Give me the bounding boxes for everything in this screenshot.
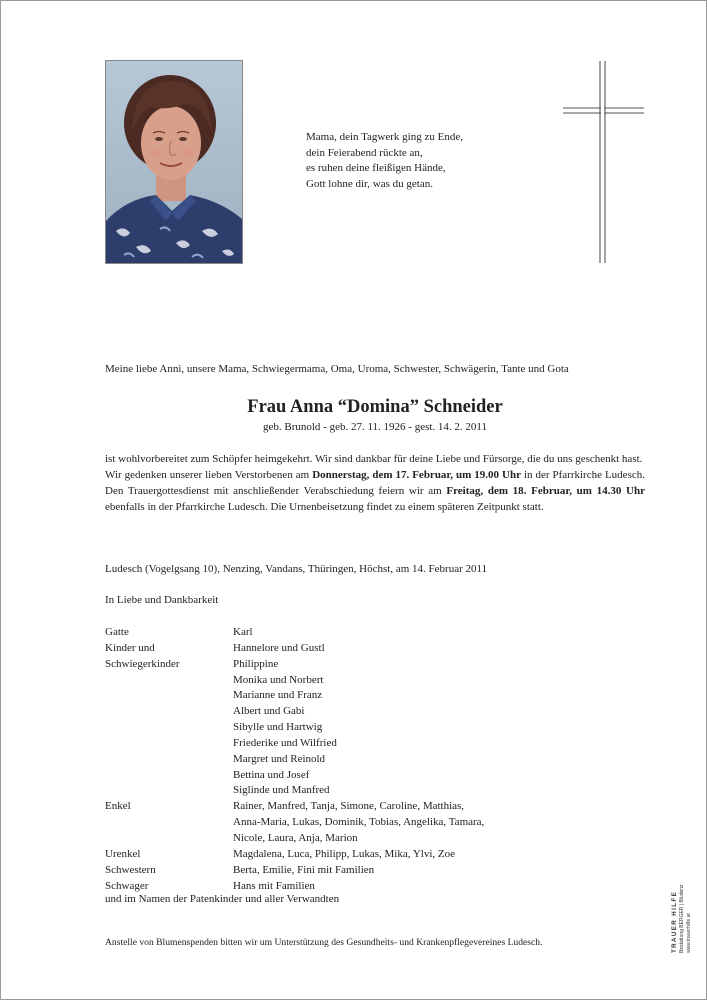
body-paragraph (105, 467, 645, 515)
funeral-home-logo (671, 853, 701, 953)
relation-names: Nicole, Laura, Anja, Marion (233, 831, 358, 844)
deceased-name: Frau Anna “Domina” Schneider (247, 397, 503, 417)
relation-names: Marianne und Franz (233, 689, 323, 702)
relation-names: Philippine (233, 657, 279, 670)
relation-names: Anna-Maria, Lukas, Dominik, Tobias, Angelika, Tamara, (233, 816, 485, 829)
family-row (105, 736, 605, 752)
relation-names: Rainer, Manfred, Tanja, Simone, Caroline, Matthias, (233, 800, 465, 813)
announcement-body (105, 451, 645, 515)
relation-label (105, 768, 233, 784)
poem-line: Gott lohne dir, was du getan. (306, 177, 433, 190)
donation-note: Anstelle von Blumenspenden bitten wir um Unterstützung des Gesundheits- und Krankenpflegevereines Ludesch. (105, 937, 543, 948)
relation-names: Albert und Gabi (233, 705, 305, 718)
logo-url: www.trauerhilfe.at (686, 913, 692, 953)
portrait-photo (105, 60, 243, 264)
family-row (105, 815, 605, 831)
relation-label (105, 752, 233, 768)
relation-label (105, 783, 233, 799)
relation-label (105, 720, 233, 736)
family-row (105, 863, 605, 879)
logo-title: TRAUER HILFE (671, 890, 678, 953)
relation-names: Sibylle und Hartwig (233, 721, 323, 734)
relation-label: Schwestern (105, 863, 156, 876)
relation-label: Urenkel (105, 847, 141, 860)
family-row (105, 641, 605, 657)
poem-line: Mama, dein Tagwerk ging zu Ende, (306, 131, 463, 143)
family-row (105, 847, 605, 863)
family-row (105, 799, 605, 815)
relation-names: Monika und Norbert (233, 673, 324, 686)
relation-label: Enkel (105, 800, 131, 813)
relation-names: Berta, Emilie, Fini mit Familien (233, 863, 375, 876)
logo-subtitle: Bestattung BERGER | Bludenz (679, 884, 685, 953)
relation-names: Hans mit Familien (233, 879, 315, 892)
relation-label (105, 815, 233, 831)
relation-label (105, 704, 233, 720)
family-row (105, 783, 605, 799)
family-row (105, 625, 605, 641)
poem (306, 130, 463, 192)
relation-label (105, 736, 233, 752)
family-row (105, 720, 605, 736)
relation-names: Karl (233, 626, 253, 638)
relation-names: Margret und Reinold (233, 752, 326, 765)
relation-names: Magdalena, Luca, Philipp, Lukas, Mika, Ylvi, Zoe (233, 847, 455, 860)
intro-text: Meine liebe Anni, unsere Mama, Schwiegermama, Oma, Uroma, Schwester, Schwägerin, Tante und Gota (105, 363, 569, 375)
poem-line: es ruhen deine fleißigen Hände, (306, 162, 446, 175)
place-date: Ludesch (Vogelgsang 10), Nenzing, Vandans, Thüringen, Höchst, am 14. Februar 2011 (105, 563, 488, 575)
relation-names: Friederike und Wilfried (233, 736, 337, 749)
family-row (105, 879, 605, 895)
closing-line: und im Namen der Patenkinder und aller Verwandten (105, 893, 340, 905)
relation-label (105, 831, 233, 847)
relation-label: Kinder und (105, 641, 155, 654)
relation-names: Hannelore und Gustl (233, 641, 325, 654)
relation-label: Schwiegerkinder (105, 657, 180, 670)
cross-icon (561, 59, 646, 265)
family-row (105, 657, 605, 673)
logo-text (671, 853, 701, 953)
birth-death-dates: geb. Brunold - geb. 27. 11. 1926 - gest. 14. 2. 2011 (262, 421, 488, 433)
family-row (105, 831, 605, 847)
family-row (105, 752, 605, 768)
family-row (105, 673, 605, 689)
service-date-1: Donnerstag, dem 17. Februar, um 19.00 Uhr (312, 469, 521, 481)
body-text: Wir gedenken unserer lieben Verstorbenen am (105, 469, 313, 481)
family-row (105, 768, 605, 784)
service-date-2: Freitag, dem 18. Februar, um 14.30 Uhr (446, 485, 646, 497)
body-paragraph: ist wohlvorbereitet zum Schöpfer heimgekehrt. Wir sind dankbar für deine Liebe und Fürsorge, die du uns geschenkt hast. (105, 453, 643, 465)
family-list (105, 625, 605, 894)
love-line: In Liebe und Dankbarkeit (105, 594, 219, 606)
body-text: ebenfalls in der Pfarrkirche Ludesch. Die Urnenbeisetzung findet zu einem späteren Zeitpunkt statt. (105, 501, 544, 513)
relation-label: Schwager (105, 879, 149, 892)
relation-label: Gatte (105, 626, 129, 638)
family-row (105, 688, 605, 704)
relation-names: Siglinde und Manfred (233, 784, 330, 797)
body-text: in der Pfarrkirche Ludesch. Den Trauergottesdienst mit anschließender Verabschiedung feiern wir am (105, 469, 645, 497)
relation-label (105, 673, 233, 689)
portrait-image (106, 61, 242, 263)
relation-names: Bettina und Josef (233, 768, 310, 781)
relation-label (105, 688, 233, 704)
poem-line: dein Feierabend rückte an, (306, 146, 423, 159)
family-row (105, 704, 605, 720)
